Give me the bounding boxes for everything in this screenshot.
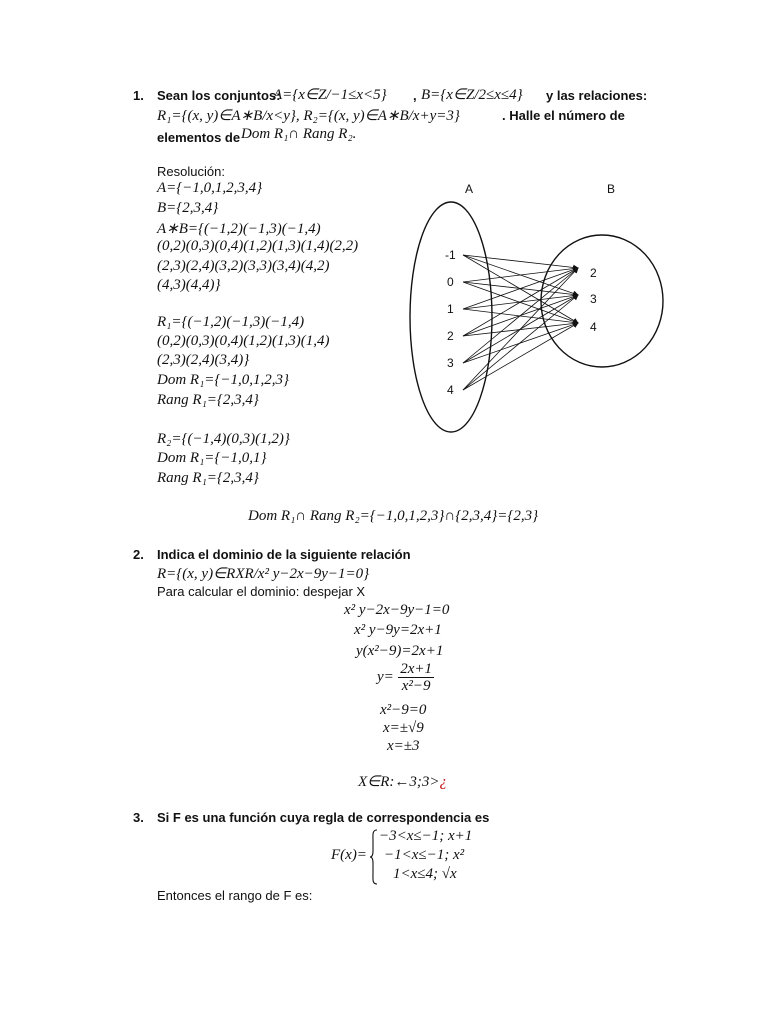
r1-line: (0,2)(0,3)(0,4)(1,2)(1,3)(1,4) [157, 333, 330, 349]
range-question: Entonces el rango de F es: [157, 888, 313, 903]
r1-line: Dom R₁={−1,0,1,2,3} [157, 372, 290, 388]
problem-1-intro-text: Sean los conjuntos: [157, 88, 281, 103]
problem-1-number: 1. [133, 88, 144, 103]
set-b-element: 4 [590, 320, 597, 334]
set-b-ellipse [541, 235, 663, 367]
resolucion-label: Resolución: [157, 164, 225, 179]
solution-line: A∗B={(−1,2)(−1,3)(−1,4) [157, 221, 321, 237]
set-a-definition: A={x∈Z/−1≤x<5} [273, 87, 387, 103]
r2-line: R₂={(−1,4)(0,3)(1,2)} [157, 431, 290, 447]
set-a-element: -1 [445, 248, 456, 262]
set-a-element: 1 [447, 302, 454, 316]
relations-definition: R₁={(x, y)∈A∗B/x<y}, R₂={(x, y)∈A∗B/x+y=3} [157, 108, 460, 124]
set-a-element: 3 [447, 356, 454, 370]
set-b-element: 3 [590, 292, 597, 306]
derivation-step: x² y−9y=2x+1 [354, 622, 442, 638]
set-b-definition: B={x∈Z/2≤x≤4} [421, 87, 523, 103]
set-b-element: 2 [590, 266, 597, 280]
fraction-lhs: y= [377, 669, 394, 685]
derivation-step: x=±3 [387, 738, 420, 754]
mapping-svg [395, 195, 675, 440]
halle-text: . Halle el número de [502, 108, 625, 123]
r2-line: Rang R₁={2,3,4} [157, 470, 259, 486]
comma: , [413, 88, 417, 103]
fraction-numerator: 2x+1 [400, 661, 433, 677]
derivation-step: x=±√9 [383, 720, 424, 736]
domain-result [358, 772, 447, 791]
solution-line: (2,3)(2,4)(3,2)(3,3)(3,4)(4,2) [157, 258, 330, 274]
set-a-ellipse [410, 202, 492, 432]
r1-line: R₁={(−1,2)(−1,3)(−1,4) [157, 314, 305, 330]
solution-line: (4,3)(4,4)} [157, 277, 221, 293]
case-line: 1<x≤4; √x [393, 866, 457, 882]
domain-result-mark: ¿ [439, 774, 448, 790]
derivation-step: x²−9=0 [380, 702, 427, 718]
relations-text: y las relaciones: [546, 88, 648, 103]
elementos-text: elementos de [157, 130, 241, 145]
relation-definition: R={(x, y)∈RXR/x² y−2x−9y−1=0} [157, 566, 370, 582]
problem-3-number: 3. [133, 810, 144, 825]
final-intersection: Dom R₁∩ Rang R₂={−1,0,1,2,3}∩{2,3,4}={2,3} [248, 508, 539, 524]
set-a-label: A [465, 182, 474, 196]
problem-2-number: 2. [133, 547, 144, 562]
problem-3-title: Si F es una función cuya regla de correspondencia es [157, 810, 490, 825]
r1-line: (2,3)(2,4)(3,4)} [157, 352, 250, 368]
domain-result-text: X∈R:←3;3> [358, 774, 440, 790]
r2-line: Dom R₁={−1,0,1} [157, 450, 267, 466]
problem-2-title: Indica el dominio de la siguiente relación [157, 547, 411, 562]
function-lhs: F(x)= [331, 847, 367, 863]
solution-line: (0,2)(0,3)(0,4)(1,2)(1,3)(1,4)(2,2) [157, 238, 359, 254]
hint-text: Para calcular el dominio: despejar X [157, 584, 366, 599]
set-a-element: 0 [447, 275, 454, 289]
derivation-step: y(x²−9)=2x+1 [356, 643, 444, 659]
solution-line: B={2,3,4} [157, 200, 219, 216]
fraction-denominator: x²−9 [401, 678, 431, 694]
fraction-expression [377, 661, 434, 694]
left-brace-icon [369, 829, 379, 885]
set-b-label: B [607, 182, 616, 196]
r1-line: Rang R₁={2,3,4} [157, 392, 259, 408]
case-line: −3<x≤−1; x+1 [379, 828, 473, 844]
case-line: −1<x≤−1; x² [384, 847, 465, 863]
target-expression: Dom R₁∩ Rang R₂. [241, 126, 357, 142]
derivation-step: x² y−2x−9y−1=0 [344, 602, 450, 618]
relation-arrows [463, 255, 578, 390]
solution-line: A={−1,0,1,2,3,4} [157, 180, 263, 196]
fraction [398, 661, 434, 694]
set-a-element: 2 [447, 329, 454, 343]
set-a-element: 4 [447, 383, 454, 397]
